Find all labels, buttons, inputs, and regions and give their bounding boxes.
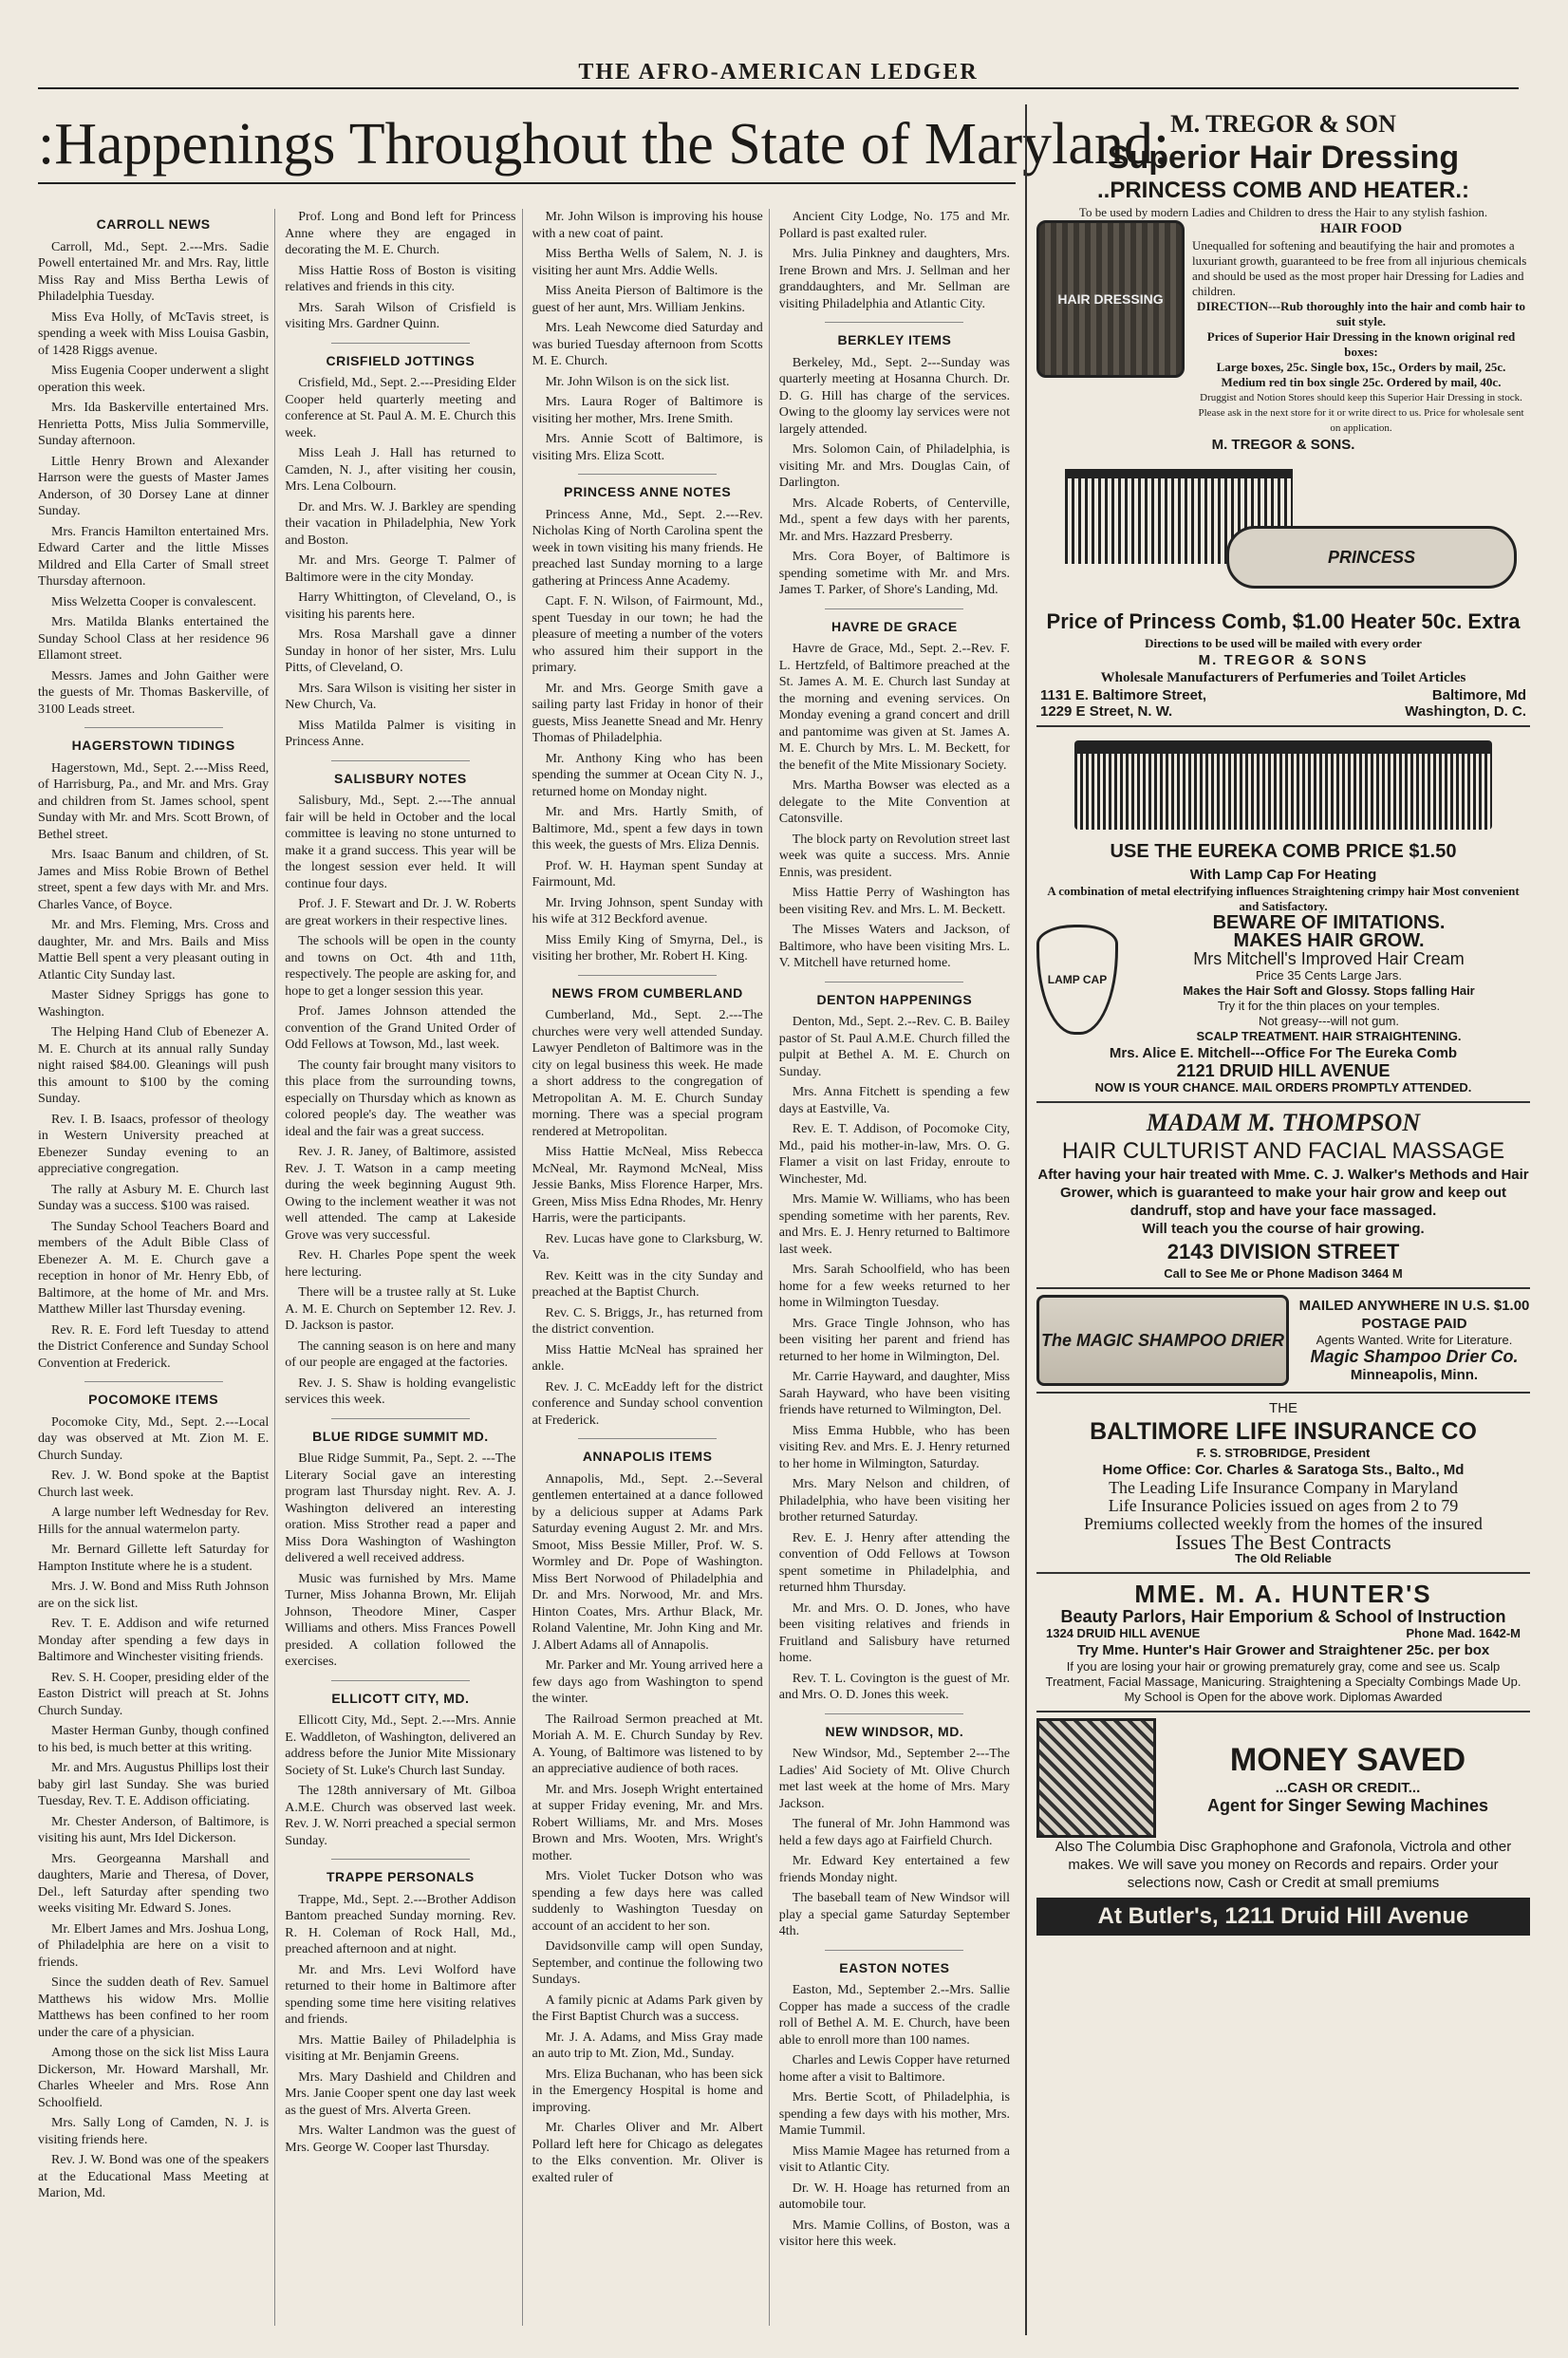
section-heading: CRISFIELD JOTTINGS <box>326 352 476 368</box>
section-heading: CARROLL NEWS <box>96 216 211 232</box>
cream-makes: Makes the Hair Soft and Glossy. Stops falling Hair <box>1183 983 1475 998</box>
section-heading: SALISBURY NOTES <box>334 770 467 786</box>
news-paragraph: Annapolis, Md., Sept. 2.--Several gentlemen entertained at a dance followed by a delicious supper at Adams Park Saturday evening August 2. Mr. and Mrs. Smoot, Miss Bessie Miller, Prof. W. S. Wormley and Dr. Pope of Washington. Miss Bert Norwood of Philadelphia and Dr. and Mrs. Norwood, Mr. and Mrs. Hinton Coates, Mrs. Arthur Black, Mr. Roland Valentine, Mr. John King and Mr. J. Albert Adams all of Annapolis. <box>532 1471 763 1653</box>
news-paragraph: Mr. Charles Oliver and Mr. Albert Pollard left here for Chicago as delegates to the Elks convention. Mr. Oliver is exalted ruler of <box>532 2121 763 2185</box>
news-paragraph: The canning season is on here and many of our people are engaged at the factories. <box>285 1338 516 1370</box>
thompson-title: MADAM M. THOMPSON <box>1146 1109 1421 1136</box>
butler-agent: Agent for Singer Sewing Machines <box>1206 1796 1489 1815</box>
news-paragraph: Havre de Grace, Md., Sept. 2.--Rev. F. L. Hertzfeld, of Baltimore preached at the St. James A. M. E. Church last Sunday at the morning and evening services. On Monday evening a grand concert and drill and pantomime was given at St. James A. M. E. Church by Mrs. L. M. Beckett, for the benefit of the Mite Missionary Society. <box>778 642 1010 773</box>
section-heading: NEW WINDSOR, MD. <box>825 1723 964 1739</box>
news-paragraph: Miss Eva Holly, of McTavis street, is spending a week with Miss Louisa Gasbin, of 1428 Riggs avenue. <box>38 309 270 358</box>
eureka-comb-image <box>1074 740 1492 830</box>
section-heading: ELLICOTT CITY, MD. <box>331 1690 470 1706</box>
tregor-sons: M. TREGOR & SONS. <box>1211 437 1355 453</box>
news-paragraph: Mrs. Walter Landmon was the guest of Mrs. George W. Cooper last Thursday. <box>285 2124 516 2155</box>
news-paragraph: Rev. H. Charles Pope spent the week here lecturing. <box>285 1248 516 1280</box>
news-paragraph: Rev. J. C. McEaddy left for the district conference and Sunday school convention at Frederick. <box>532 1379 763 1428</box>
section-divider <box>331 1859 470 1860</box>
news-columns <box>38 209 1016 2326</box>
heater-image: PRINCESS <box>1226 526 1517 589</box>
news-paragraph: Dr. W. H. Hoage has returned from an automobile tour. <box>778 2180 1010 2212</box>
news-paragraph: Mr. Irving Johnson, spent Sunday with his wife at 312 Beckford avenue. <box>532 895 763 926</box>
news-paragraph: Pocomoke City, Md., Sept. 2.---Local day was observed at Mt. Zion M. E. Church Sunday. <box>38 1414 270 1463</box>
news-paragraph: Mrs. Mamie W. Williams, who has been spending sometime with her parents, Rev. and Mrs. E. J. Henry returned to Baltimore last week. <box>778 1192 1010 1257</box>
news-paragraph: Charles and Lewis Copper have returned home after a visit to Baltimore. <box>778 2053 1010 2085</box>
tregor-sons-2: M. TREGOR & SONS <box>1198 652 1369 668</box>
mitchell-cream: Mrs Mitchell's Improved Hair Cream <box>1193 949 1465 968</box>
thompson-address: 2143 DIVISION STREET <box>1167 1240 1400 1263</box>
tregor-ad <box>1036 104 1530 727</box>
news-paragraph: Miss Matilda Palmer is visiting in Princess Anne. <box>285 718 516 749</box>
news-paragraph: Rev. Lucas have gone to Clarksburg, W. Va. <box>532 1231 763 1263</box>
section-divider <box>331 1680 470 1681</box>
hunter-title: MME. M. A. HUNTER'S <box>1134 1580 1432 1608</box>
news-paragraph: Mrs. Sarah Schoolfield, who has been home for a few weeks returned to her home in Wilmington Tuesday. <box>778 1263 1010 1310</box>
news-paragraph: Mrs. Mary Nelson and children, of Philadelphia, who have been visiting her brother returned Saturday. <box>778 1477 1010 1525</box>
insurance-president: F. S. STROBRIDGE, President <box>1196 1446 1371 1460</box>
news-paragraph: Princess Anne, Md., Sept. 2.---Rev. Nicholas King of North Carolina spent the week in town visiting his many friends. He preached last Sunday morning to a large gathering at Princess Anne Academy. <box>532 507 763 589</box>
news-paragraph: Miss Eugenia Cooper underwent a slight operation this week. <box>38 364 270 395</box>
news-paragraph: Mrs. Ida Baskerville entertained Mrs. Henrietta Potts, Miss Julia Sommerville, Sunday afternoon. <box>38 401 270 448</box>
news-paragraph: Mrs. Sara Wilson is visiting her sister in New Church, Va. <box>285 681 516 712</box>
princess-price-line: Price of Princess Comb, $1.00 Heater 50c. Extra <box>1046 609 1521 633</box>
thompson-call: Call to See Me or Phone Madison 3464 M <box>1164 1266 1403 1281</box>
news-paragraph: A large number left Wednesday for Rev. Hills for the annual watermelon party. <box>38 1506 270 1537</box>
insurance-contracts: Issues The Best Contracts <box>1175 1530 1391 1554</box>
news-paragraph: Mr. Edward Key entertained a few friends Monday night. <box>778 1854 1010 1885</box>
news-paragraph: Mr. Parker and Mr. Young arrived here a few days ago from Washington to spend the winter. <box>532 1658 763 1706</box>
news-paragraph: Salisbury, Md., Sept. 2.---The annual fair will be held in October and the local committee is leaving no stone unturned to make it a grand success. This year will be the longest session ever held. It will continue four days. <box>285 794 516 891</box>
magic-mailed: MAILED ANYWHERE IN U.S. $1.00 POSTAGE PAID <box>1298 1298 1530 1332</box>
section-divider <box>578 975 717 976</box>
news-paragraph: Miss Emma Hubble, who has been visiting Rev. and Mrs. E. J. Henry returned to her home in Wilmington, Saturday. <box>778 1423 1010 1471</box>
news-paragraph: Mr. and Mrs. O. D. Jones, who have been visiting relatives and friends in Fruitland and Salisbury have returned home. <box>778 1600 1010 1665</box>
section-heading: ANNAPOLIS ITEMS <box>582 1449 713 1464</box>
princess-comb-image <box>1036 459 1530 602</box>
news-paragraph: Mr. Bernard Gillette left Saturday for Hampton Institute where he is a student. <box>38 1543 270 1574</box>
hunter-text: If you are losing your hair or growing prematurely gray, come and see us. Scalp Treatment, Facial Massage, Manicuring. Straightening a Specialty Combings Made Up. My School is Open for the above work. Diplomas Awarded <box>1045 1659 1521 1704</box>
news-paragraph: Mrs. Grace Tingle Johnson, who has been visiting her parent and friend has returned to her home in Wilmington, Del. <box>778 1316 1010 1364</box>
section-heading: BERKLEY ITEMS <box>837 332 952 347</box>
news-paragraph: Mrs. Martha Bowser was elected as a delegate to the Mite Convention at Catonsville. <box>778 778 1010 826</box>
butler-title: MONEY SAVED <box>1229 1742 1466 1778</box>
hair-food-heading: HAIR FOOD <box>1319 221 1403 236</box>
news-paragraph: New Windsor, Md., September 2---The Ladies' Aid Society of Mt. Olive Church met last week at the home of Mrs. Mary Jackson. <box>778 1747 1010 1811</box>
news-paragraph: Mrs. J. W. Bond and Miss Ruth Johnson are on the sick list. <box>38 1580 270 1611</box>
section-divider <box>825 608 963 609</box>
news-paragraph: Rev. R. E. Ford left Tuesday to attend the District Conference and Sunday School Convention at Frederick. <box>38 1322 270 1371</box>
cream-try: Try it for the thin places on your temples. <box>1217 999 1441 1013</box>
tregor-intro: To be used by modern Ladies and Children to dress the Hair to any stylish fashion. <box>1078 205 1488 219</box>
makes-hair-grow: MAKES HAIR GROW. <box>1233 930 1425 951</box>
news-paragraph: Mrs. Leah Newcome died Saturday and was buried Tuesday afternoon from Scotts M. E. Church. <box>532 321 763 368</box>
news-paragraph: Cumberland, Md., Sept. 2.---The churches were very well attended Sunday. Lawyer Pendleton of Baltimore was in the city on legal business this week. He made a short address to the congregation of Metropolitan A. M. E. Church Sunday morning. There was a special program rendered at Metropolitan. <box>532 1008 763 1139</box>
news-paragraph: Miss Hattie McNeal, Miss Rebecca McNeal, Mr. Raymond McNeal, Miss Jessie Banks, Miss Florence Harper, Mrs. Green, Miss Miss Edna Rhodes, Mr. Henry Harris, were the participants. <box>532 1145 763 1226</box>
news-paragraph: Among those on the sick list Miss Laura Dickerson, Mr. Howard Marshall, Mr. Charles Wheeler and Mrs. Rose Ann Schoolfield. <box>38 2046 270 2110</box>
news-paragraph: Miss Hattie Perry of Washington has been visiting Rev. and Mrs. L. M. Beckett. <box>778 886 1010 917</box>
news-column <box>285 209 522 2326</box>
hunter-address: 1324 DRUID HILL AVENUE <box>1046 1626 1201 1640</box>
beware-imitations: BEWARE OF IMITATIONS. <box>1212 912 1446 933</box>
news-paragraph: Mrs. Rosa Marshall gave a dinner Sunday in honor of her sister, Mrs. Lulu Pitts, of Cleveland, O. <box>285 627 516 675</box>
news-paragraph: Since the sudden death of Rev. Samuel Matthews his widow Mrs. Mollie Matthews has been confined to her room under the care of a physician. <box>38 1975 270 2040</box>
section-heading: DENTON HAPPENINGS <box>816 991 973 1007</box>
magic-city: Minneapolis, Minn. <box>1350 1367 1479 1383</box>
news-paragraph: Rev. E. J. Henry after attending the convention of Odd Fellows at Towson spent sometime in Philadelphia, and returned hhm Thursday. <box>778 1530 1010 1595</box>
mitchell-office: Mrs. Alice E. Mitchell---Office For The Eureka Comb <box>1109 1045 1458 1061</box>
section-divider <box>84 1381 223 1382</box>
news-paragraph: The schools will be open in the county and towns on Oct. 4th and 11th, respectively. The people are asking for, and hope to get a longer session this year. <box>285 934 516 999</box>
section-divider <box>578 474 717 475</box>
news-paragraph: Mr. and Mrs. George Smith gave a sailing party last Friday in honor of their guests, Miss Jeanette Snead and Mr. Henry Thomas of Philadelphia. <box>532 681 763 745</box>
news-paragraph: Miss Emily King of Smyrna, Del., is visiting her brother, Mr. Robert H. King. <box>532 932 763 964</box>
news-paragraph: Berkeley, Md., Sept. 2---Sunday was quarterly meeting at Hosanna Church. Dr. D. G. Hill has charge of the services. Owing to the gloomy lay services were not largely attended. <box>778 355 1010 437</box>
news-paragraph: Master Sidney Spriggs has gone to Washington. <box>38 988 270 1020</box>
section-divider <box>578 1438 717 1439</box>
news-paragraph: The Helping Hand Club of Ebenezer A. M. E. Church at its annual rally Sunday night raised $84.00. Gleanings will push this amount to $100 by the coming Sunday. <box>38 1025 270 1106</box>
page-headline: :Happenings Throughout the State of Maryland: <box>38 106 1016 184</box>
news-paragraph: Mr. John Wilson is on the sick list. <box>545 374 730 389</box>
insurance-office: Home Office: Cor. Charles & Saratoga Sts., Balto., Md <box>1102 1462 1465 1478</box>
news-paragraph: Mrs. Cora Boyer, of Baltimore is spending sometime with Mr. and Mrs. James T. Parker, of Shore's Landing, Md. <box>778 550 1010 597</box>
scalp-treatment: SCALP TREATMENT. HAIR STRAIGHTENING. <box>1196 1029 1462 1043</box>
news-paragraph: Mr. Carrie Hayward, and daughter, Miss Sarah Hayward, who have been visiting friends have returned to Wilmington, Del. <box>778 1370 1010 1417</box>
news-paragraph: The block party on Revolution street last week was quite a success. Mrs. Annie Ennis, was president. <box>778 832 1010 880</box>
news-paragraph: Mr. John Wilson is improving his house with a new coat of paint. <box>532 210 763 241</box>
news-paragraph: The 128th anniversary of Mt. Gilboa A.M.E. Church was observed last week. Rev. J. W. Norri preached a special sermon Sunday. <box>285 1784 516 1848</box>
news-paragraph: Miss Leah J. Hall has returned to Camden, N. J., after visiting her cousin, Mrs. Lena Colbourn. <box>285 446 516 494</box>
news-paragraph: Carroll, Md., Sept. 2.---Mrs. Sadie Powell entertained Mr. and Mrs. Ray, little Miss Ray and Miss Bertha Lewis of Philadelphia Tuesday. <box>38 239 270 304</box>
advertisements <box>1025 104 1530 2335</box>
insurance-reliable: The Old Reliable <box>1235 1551 1332 1565</box>
news-paragraph: Prof. Long and Bond left for Princess Anne where they are engaged in decorating the M. E. Church. <box>285 210 516 257</box>
news-paragraph: Blue Ridge Summit, Pa., Sept. 2. ---The Literary Social gave an interesting program last Thursday night. Rev. A. J. Washington delivered an interesting oration. Miss Strother read a paper and Miss Dora Washington of Washington delivered a well received address. <box>285 1451 516 1565</box>
section-heading: NEWS FROM CUMBERLAND <box>551 984 743 1001</box>
news-paragraph: Rev. C. S. Briggs, Jr., has returned from the district convention. <box>532 1305 763 1337</box>
lamp-cap-shield-icon: LAMP CAP <box>1036 925 1118 1035</box>
tregor-headline: Superior Hair Dressing <box>1107 140 1460 176</box>
eureka-sub: With Lamp Cap For Heating <box>1189 867 1377 883</box>
news-column <box>38 209 275 2326</box>
masthead-title: THE AFRO-AMERICAN LEDGER <box>578 60 979 84</box>
news-paragraph: Rev. J. W. Bond was one of the speakers at the Educational Mass Meeting at Marion, Md. <box>38 2153 270 2200</box>
butler-text: Also The Columbia Disc Graphophone and Grafonola, Victrola and other makes. We will save you money on Records and repairs. Order your selections now, Cash or Credit at small premiums <box>1055 1839 1512 1891</box>
section-divider <box>825 1713 963 1714</box>
news-paragraph: The Sunday School Teachers Board and members of the Adult Bible Class of Ebenezer A. M. E. Church gave a reception in honor of Mr. Henry Ebb, of Baltimore, at the home of Mr. and Mrs. Matthew Miller last Thursday evening. <box>38 1219 270 1317</box>
section-divider <box>331 760 470 761</box>
news-paragraph: Mrs. Annie Scott of Baltimore, is visiting Mrs. Eliza Scott. <box>532 432 763 463</box>
news-paragraph: Master Herman Gunby, though confined to his bed, is much better at this writing. <box>38 1724 270 1755</box>
news-paragraph: Mrs. Sally Long of Camden, N. J. is visiting friends here. <box>38 2116 270 2147</box>
magic-shampoo-ad <box>1036 1289 1530 1394</box>
section-heading: POCOMOKE ITEMS <box>88 1392 219 1407</box>
news-paragraph: Miss Welzetta Cooper is convalescent. <box>51 594 256 609</box>
news-paragraph: Mrs. Isaac Banum and children, of St. James and Miss Robie Brown of Bethel street, spent a few days with Mr. and Mrs. Charles Vance, of Boyce. <box>38 848 270 912</box>
prices-heading: Prices of Superior Hair Dressing in the known original red boxes: <box>1206 329 1516 359</box>
section-divider <box>825 322 963 323</box>
news-paragraph: Mr. Chester Anderson, of Baltimore, is visiting his aunt, Mrs Idel Dickerson. <box>38 1814 270 1845</box>
news-paragraph: Mr. and Mrs. Augustus Phillips lost their baby girl last Sunday. She was buried Tuesday, Rev. T. E. Addison officiating. <box>38 1761 270 1808</box>
news-paragraph: Miss Hattie Ross of Boston is visiting relatives and friends in this city. <box>285 263 516 294</box>
news-paragraph: Rev. I. B. Isaacs, professor of theology in Western University preached at Ebenezer Sunday evening to an appreciative congregation. <box>38 1112 270 1176</box>
news-paragraph: Mr. and Mrs. Fleming, Mrs. Cross and daughter, Mr. and Mrs. Bails and Miss Mattie Bell spent a very pleasant outing in Atlantic City Sunday last. <box>38 918 270 982</box>
news-paragraph: Mr. and Mrs. Joseph Wright entertained at supper Friday evening, Mr. and Mrs. Robert Williams, Mr. and Mrs. Moses Brown and Mrs. Wooten, Mrs. Wright's mother. <box>532 1782 763 1863</box>
shampoo-drier-image: The MAGIC SHAMPOO DRIER <box>1036 1295 1289 1386</box>
news-paragraph: The Railroad Sermon preached at Mt. Moriah A. M. E. Church Sunday by Rev. A. Young, of Baltimore was listened to by an appreciative audience of both races. <box>532 1712 763 1776</box>
hair-dressing-tin-image: HAIR DRESSING <box>1036 220 1185 378</box>
prices-text: Large boxes, 25c. Single box, 15c., Orders by mail, 25c. <box>1216 360 1506 374</box>
section-divider <box>331 343 470 344</box>
insurance-line-1: The Leading Life Insurance Company in Maryland <box>1109 1478 1458 1497</box>
thompson-ad <box>1036 1103 1530 1289</box>
news-paragraph: Messrs. James and John Gaither were the guests of Mr. Thomas Baskerville, of 3100 Leads street. <box>38 668 270 717</box>
news-paragraph: Mrs. Mamie Collins, of Boston, was a visitor here this week. <box>778 2218 1010 2249</box>
news-paragraph: Miss Bertha Wells of Salem, N. J. is visiting her aunt Mrs. Addie Wells. <box>532 247 763 278</box>
news-paragraph: Music was furnished by Mrs. Mame Turner, Miss Johanna Brown, Mr. Elijah Johnson, Theodore Miner, Casper Williams and others. Miss Frances Powell presided. A collation followed the exercises. <box>285 1571 516 1669</box>
news-paragraph: Rev. E. T. Addison, of Pocomoke City, Md., paid his mother-in-law, Mrs. O. G. Flamer a visit on last Friday, enroute to Winchester, Md. <box>778 1122 1010 1187</box>
hunter-phone: Phone Mad. 1642-M <box>1406 1626 1521 1640</box>
tregor-address-2: 1229 E Street, N. W. Washington, D. C. <box>1040 703 1526 720</box>
eureka-title: USE THE EUREKA COMB PRICE $1.50 <box>1110 841 1457 862</box>
thompson-sub: HAIR CULTURIST AND FACIAL MASSAGE <box>1061 1138 1505 1164</box>
news-paragraph: Mrs. Alcade Roberts, of Centerville, Md., spent a few days with her parents, Mr. and Mrs. Hazzard Presberry. <box>778 496 1010 544</box>
news-paragraph: Ancient City Lodge, No. 175 and Mr. Pollard is past exalted ruler. <box>778 210 1010 241</box>
insurance-the: THE <box>1269 1400 1297 1416</box>
tregor-sub: ..PRINCESS COMB AND HEATER.: <box>1096 178 1469 203</box>
news-paragraph: Mr. Anthony King who has been spending the summer at Ocean City N. J., returned home on Monday night. <box>532 751 763 799</box>
news-paragraph: Mrs. Sarah Wilson of Crisfield is visiting Mrs. Gardner Quinn. <box>285 300 516 331</box>
news-paragraph: Mrs. Laura Roger of Baltimore is visiting her mother, Mrs. Irene Smith. <box>532 395 763 426</box>
section-heading: HAVRE DE GRACE <box>831 618 958 634</box>
news-paragraph: Mr. and Mrs. George T. Palmer of Baltimore were in the city Monday. <box>285 553 516 585</box>
news-paragraph: Mrs. Eliza Buchanan, who has been sick in the Emergency Hospital is home and improving. <box>532 2067 763 2115</box>
tregor-title: M. TREGOR & SON <box>1170 110 1396 138</box>
hunter-try: Try Mme. Hunter's Hair Grower and Straightener 25c. per box <box>1076 1642 1490 1658</box>
news-paragraph: Mrs. Anna Fitchett is spending a few days at Eastville, Va. <box>778 1085 1010 1116</box>
section-divider <box>84 727 223 728</box>
section-heading: BLUE RIDGE SUMMIT MD. <box>312 1428 489 1444</box>
news-paragraph: Mrs. Georgeanna Marshall and daughters, Marie and Theresa, of Dover, Del., left Saturday after spending two weeks visiting Mr. Edward S. Jones. <box>38 1851 270 1916</box>
news-paragraph: Davidsonville camp will open Sunday, September, and continue the following two Sundays. <box>532 1939 763 1987</box>
news-paragraph: Rev. J. S. Shaw is holding evangelistic services this week. <box>285 1376 516 1407</box>
news-column <box>779 209 1016 2326</box>
hunter-sub: Beauty Parlors, Hair Emporium & School of Instruction <box>1060 1607 1506 1626</box>
hair-food-direction: DIRECTION---Rub thoroughly into the hair and comb hair to suit style. <box>1197 299 1525 328</box>
news-paragraph: Rev. Keitt was in the city Sunday and preached at the Baptist Church. <box>532 1268 763 1300</box>
butler-address: At Butler's, 1211 Druid Hill Avenue <box>1036 1898 1530 1936</box>
news-paragraph: Little Henry Brown and Alexander Harrson were the guests of Master James Anderson, of 30 Dorsey Lane at dinner Sunday. <box>38 454 270 518</box>
section-heading: EASTON NOTES <box>839 1959 950 1975</box>
news-paragraph: Mrs. Bertie Scott, of Philadelphia, is spending a few days with his mother, Mrs. Mamie Tummil. <box>778 2090 1010 2138</box>
insurance-title: BALTIMORE LIFE INSURANCE CO <box>1090 1418 1477 1445</box>
news-paragraph: Mr. Elbert James and Mrs. Joshua Long, of Philadelphia are here on a visit to friends. <box>38 1921 270 1970</box>
news-paragraph: Prof. J. F. Stewart and Dr. J. W. Roberts are great workers in their respective lines. <box>285 897 516 928</box>
butler-ad <box>1036 1712 1530 1941</box>
tregor-wholesale: Wholesale Manufacturers of Perfumeries and Toilet Articles <box>1100 670 1466 685</box>
news-paragraph: The funeral of Mr. John Hammond was held a few days ago at Fairfield Church. <box>778 1817 1010 1848</box>
medium-price: Medium red tin box single 25c. Ordered by mail, 40c. <box>1221 375 1502 389</box>
magic-agents: Agents Wanted. Write for Literature. <box>1316 1333 1513 1347</box>
news-paragraph: Rev. T. L. Covington is the guest of Mr. and Mrs. O. D. Jones this week. <box>778 1671 1010 1702</box>
magic-company: Magic Shampoo Drier Co. <box>1310 1347 1519 1366</box>
news-paragraph: The Misses Waters and Jackson, of Baltimore, who have been visiting Mrs. L. V. Mitchell have returned home. <box>778 923 1010 970</box>
news-paragraph: Harry Whittington, of Cleveland, O., is visiting his parents here. <box>285 590 516 622</box>
tregor-address-1: 1131 E. Baltimore Street, Baltimore, Md <box>1040 687 1526 703</box>
news-paragraph: Mrs. Mary Dashield and Children and Mrs. Janie Cooper spent one day last week as the guest of Mrs. Alverta Green. <box>285 2069 516 2118</box>
insurance-ad <box>1036 1394 1530 1574</box>
mitchell-avenue: 2121 DRUID HILL AVENUE <box>1176 1061 1391 1080</box>
sewing-machine-image <box>1036 1718 1156 1838</box>
news-paragraph: Miss Aneita Pierson of Baltimore is the guest of her aunt, Mrs. William Jenkins. <box>532 284 763 315</box>
insurance-line-3: Premiums collected weekly from the homes of the insured <box>1084 1514 1483 1533</box>
news-paragraph: The rally at Asbury M. E. Church last Sunday was a success. $100 was raised. <box>38 1182 270 1213</box>
section-heading: HAGERSTOWN TIDINGS <box>71 738 235 753</box>
thompson-text: After having your hair treated with Mme. C. J. Walker's Methods and Hair Grower, which is guaranteed to make your hair grow and keep out dandruff, stop and have your face massaged. <box>1037 1167 1529 1219</box>
news-paragraph: Mrs. Julia Pinkney and daughters, Mrs. Irene Brown and Mrs. J. Sellman and her granddaughters, and Mr. Sellman are visiting Philadelphia and Atlantic City. <box>778 247 1010 311</box>
news-paragraph: Easton, Md., September 2.--Mrs. Sallie Copper has made a success of the cradle roll of Bethel A. M. E. Church, have been able to enroll more than 100 names. <box>778 1983 1010 2048</box>
news-paragraph: Mrs. Francis Hamilton entertained Mrs. Edward Carter and the little Misses Mildred and Ella Carter of Small street Thursday afternoon. <box>38 524 270 589</box>
news-paragraph: Mr. J. A. Adams, and Miss Gray made an auto trip to Mt. Zion, Md., Sunday. <box>532 2030 763 2061</box>
news-paragraph: Rev. J. W. Bond spoke at the Baptist Church last week. <box>38 1469 270 1500</box>
news-paragraph: Hagerstown, Md., Sept. 2.---Miss Reed, of Harrisburg, Pa., and Mr. and Mrs. Gray and children from St. James school, spent Sunday with Mr. and Mrs. Scott Brown, of Bethel street. <box>38 760 270 842</box>
news-paragraph: Mrs. Matilda Blanks entertained the Sunday School Class at her residence 96 Ellamont street. <box>38 615 270 663</box>
butler-sub: ...CASH OR CREDIT... <box>1275 1780 1421 1796</box>
news-paragraph: Rev. T. E. Addison and wife returned Monday after spending a few days in Baltimore and Winchester visiting friends. <box>38 1617 270 1664</box>
news-paragraph: Mr. and Mrs. Hartly Smith, of Baltimore, Md., spent a few days in town this week, the guests of Mrs. Eliza Dennis. <box>532 805 763 852</box>
news-paragraph: Mrs. Solomon Cain, of Philadelphia, is visiting Mr. and Mrs. Douglas Cain, of Darlington. <box>778 442 1010 490</box>
hunter-ad <box>1036 1574 1530 1712</box>
news-paragraph: A family picnic at Adams Park given by the First Baptist Church was a success. <box>532 1993 763 2024</box>
news-paragraph: Crisfield, Md., Sept. 2.---Presiding Elder Cooper held quarterly meeting and conference at St. Paul A. M. E. Church this week. <box>285 376 516 440</box>
section-heading: TRAPPE PERSONALS <box>326 1869 475 1884</box>
eureka-text: A combination of metal electrifying influences Straightening crimpy hair Most convenient and Satisfactory. <box>1047 884 1520 913</box>
news-paragraph: Denton, Md., Sept. 2.--Rev. C. B. Bailey pastor of St. Paul A.M.E. Church filled the pulpit at Bethel A. M. E. Church on Sunday. <box>778 1015 1010 1079</box>
section-divider <box>331 1418 470 1419</box>
section-divider <box>825 1950 963 1951</box>
masthead <box>38 59 1519 89</box>
mail-orders: NOW IS YOUR CHANCE. MAIL ORDERS PROMPTLY ATTENDED. <box>1094 1080 1472 1095</box>
news-paragraph: Miss Mamie Magee has returned from a visit to Atlantic City. <box>778 2143 1010 2175</box>
news-paragraph: Prof. W. H. Hayman spent Sunday at Fairmount, Md. <box>532 858 763 889</box>
insurance-line-2: Life Insurance Policies issued on ages from 2 to 79 <box>1108 1496 1459 1515</box>
news-paragraph: Mrs. Violet Tucker Dotson who was spending a few days here was called suddenly to Washington Tuesday on account of an accident to her son. <box>532 1869 763 1934</box>
news-paragraph: Prof. James Johnson attended the convention of the Grand United Order of Odd Fellows at Towson, Md., last week. <box>285 1004 516 1052</box>
hair-food-text: Unequalled for softening and beautifying the hair and promotes a luxuriant growth, guaranteed to be free from all injurious chemicals and should be used as the most proper hair Dressing for Ladies and children. <box>1192 238 1527 298</box>
news-column <box>532 209 770 2326</box>
news-paragraph: The baseball team of New Windsor will play a special game Saturday September 4th. <box>778 1891 1010 1938</box>
cream-greasy: Not greasy---will not gum. <box>1258 1014 1400 1028</box>
news-paragraph: Rev. S. H. Cooper, presiding elder of the Easton District will preach at St. Johns Church Sunday. <box>38 1670 270 1718</box>
eureka-ad <box>1036 727 1530 1103</box>
news-paragraph: Capt. F. N. Wilson, of Fairmount, Md., spent Tuesday in our town; he had the pleasure of meeting a number of the voters who assured him their support in the primary. <box>532 594 763 675</box>
news-paragraph: Mr. and Mrs. Levi Wolford have returned to their home in Baltimore after spending some time here visiting relatives and friends. <box>285 1962 516 2027</box>
news-paragraph: Miss Hattie McNeal has sprained her ankle. <box>532 1342 763 1374</box>
news-paragraph: Trappe, Md., Sept. 2.---Brother Addison Bantom preached Sunday morning. Rev. R. H. Coleman of Rock Hall, Md., preached afternoon and at night. <box>285 1892 516 1956</box>
cream-price: Price 35 Cents Large Jars. <box>1256 968 1402 982</box>
tregor-directions: Directions to be used will be mailed with every order <box>1145 636 1422 650</box>
thompson-teach: Will teach you the course of hair growing. <box>1142 1221 1425 1237</box>
news-paragraph: Mrs. Mattie Bailey of Philadelphia is visiting at Mr. Benjamin Greens. <box>285 2032 516 2064</box>
hair-food-block <box>1036 220 1530 436</box>
news-paragraph: Ellicott City, Md., Sept. 2.---Mrs. Annie E. Waddleton, of Washington, delivered an address before the Junior Mite Missionary Society of St. Luke's Church last Sunday. <box>285 1713 516 1778</box>
news-paragraph: Rev. J. R. Janey, of Baltimore, assisted Rev. J. T. Watson in a camp meeting during the week beginning August 9th. Owing to the inclement weather it was not well attended. The camp at Lakeside Grove was very successful. <box>285 1145 516 1243</box>
druggist-note: Druggist and Notion Stores should keep this Superior Hair Dressing in stock. Please ask in the next store for it or write direct to us. Price for wholesale sent on application. <box>1198 392 1524 434</box>
news-paragraph: There will be a trustee rally at St. Luke A. M. E. Church on September 12. Rev. J. D. Jackson is pastor. <box>285 1285 516 1333</box>
section-heading: PRINCESS ANNE NOTES <box>564 484 732 499</box>
news-paragraph: Dr. and Mrs. W. J. Barkley are spending their vacation in Philadelphia, New York and Boston. <box>285 499 516 548</box>
news-paragraph: The county fair brought many visitors to this place from the surrounding towns, especially on Thursday which as known as colored people's day. The weather was ideal and the fair was a great success. <box>285 1057 516 1139</box>
